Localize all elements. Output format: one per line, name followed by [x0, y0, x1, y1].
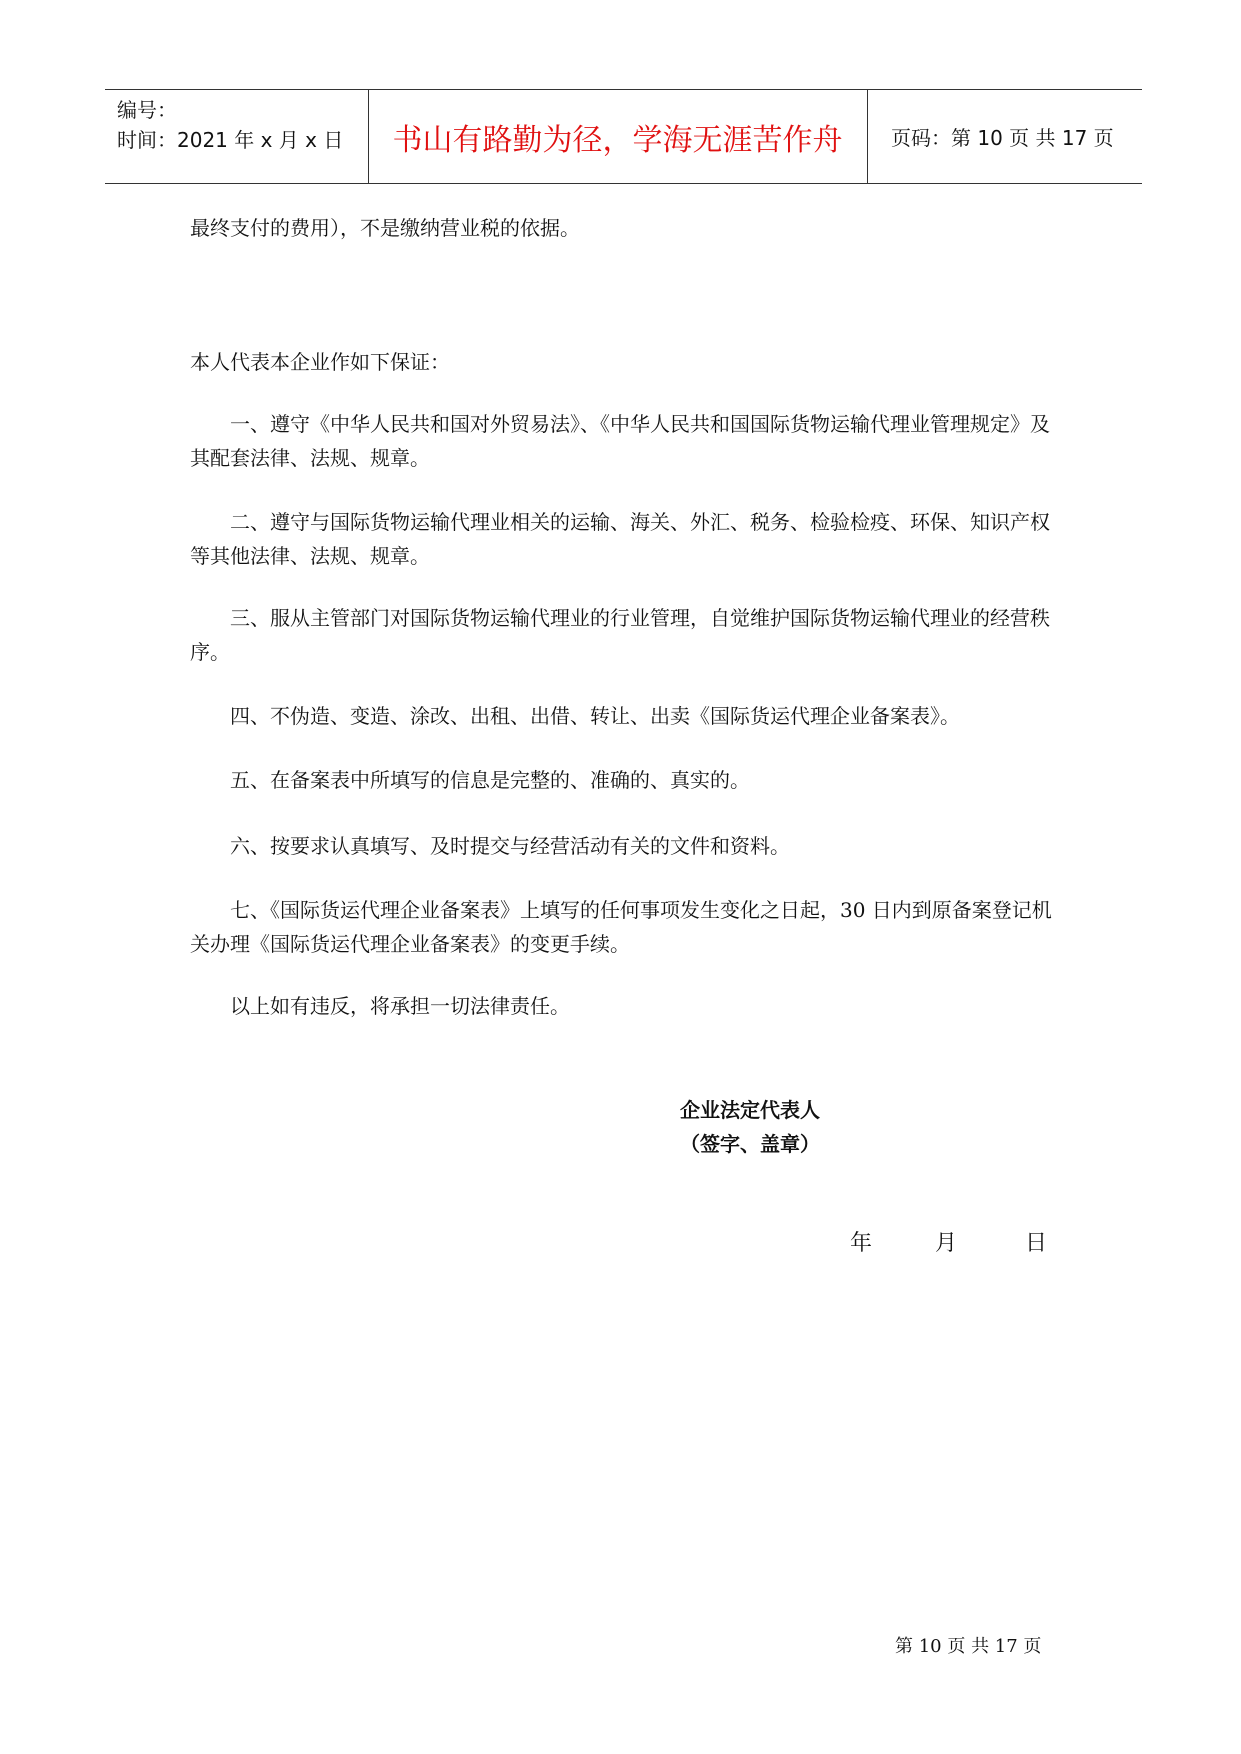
header-number: 编号： — [117, 98, 177, 122]
guarantee-item-4: 四、不伪造、变造、涂改、出租、出借、转让、出卖《国际货运代理企业备案表》。 — [230, 704, 960, 728]
closing-line: 以上如有违反，将承担一切法律责任。 — [230, 994, 570, 1018]
date-day: 日 — [1025, 1231, 1048, 1256]
intro-line: 本人代表本企业作如下保证： — [190, 350, 450, 374]
continued-line: 最终支付的费用），不是缴纳营业税的依据。 — [190, 216, 580, 240]
header-time: 时间：2021 年 x 月 x 日 — [117, 128, 344, 152]
header-motto: 书山有路勤为径，学海无涯苦作舟 — [392, 122, 843, 158]
header-meta — [117, 95, 343, 155]
guarantee-item-3: 三、服从主管部门对国际货物运输代理业的行业管理，自觉维护国际货物运输代理业的经营秩序。 — [190, 606, 1050, 664]
page-footer: 第 10 页 共 17 页 — [895, 1636, 1042, 1657]
header-page-number: 页码：第 10 页 共 17 页 — [891, 126, 1114, 150]
guarantee-item-6: 六、按要求认真填写、及时提交与经营活动有关的文件和资料。 — [230, 834, 790, 858]
guarantee-item-2: 二、遵守与国际货物运输代理业相关的运输、海关、外汇、税务、检验检疫、环保、知识产权等其他法律、法规、规章。 — [190, 510, 1050, 568]
header-divider-left — [368, 90, 369, 183]
date-month: 月 — [935, 1231, 958, 1256]
date-year: 年 — [850, 1231, 873, 1256]
signature-title: 企业法定代表人 — [680, 1098, 820, 1122]
header-divider-right — [867, 90, 868, 183]
guarantee-item-5: 五、在备案表中所填写的信息是完整的、准确的、真实的。 — [230, 768, 750, 792]
guarantee-item-7: 七、《国际货运代理企业备案表》上填写的任何事项发生变化之日起，30 日内到原备案登记机关办理《国际货运代理企业备案表》的变更手续。 — [190, 898, 1052, 956]
signature-note: （签字、盖章） — [680, 1132, 820, 1156]
page-header — [105, 89, 1142, 184]
guarantee-item-1: 一、遵守《中华人民共和国对外贸易法》、《中华人民共和国国际货物运输代理业管理规定》及其配套法律、法规、规章。 — [190, 412, 1050, 470]
